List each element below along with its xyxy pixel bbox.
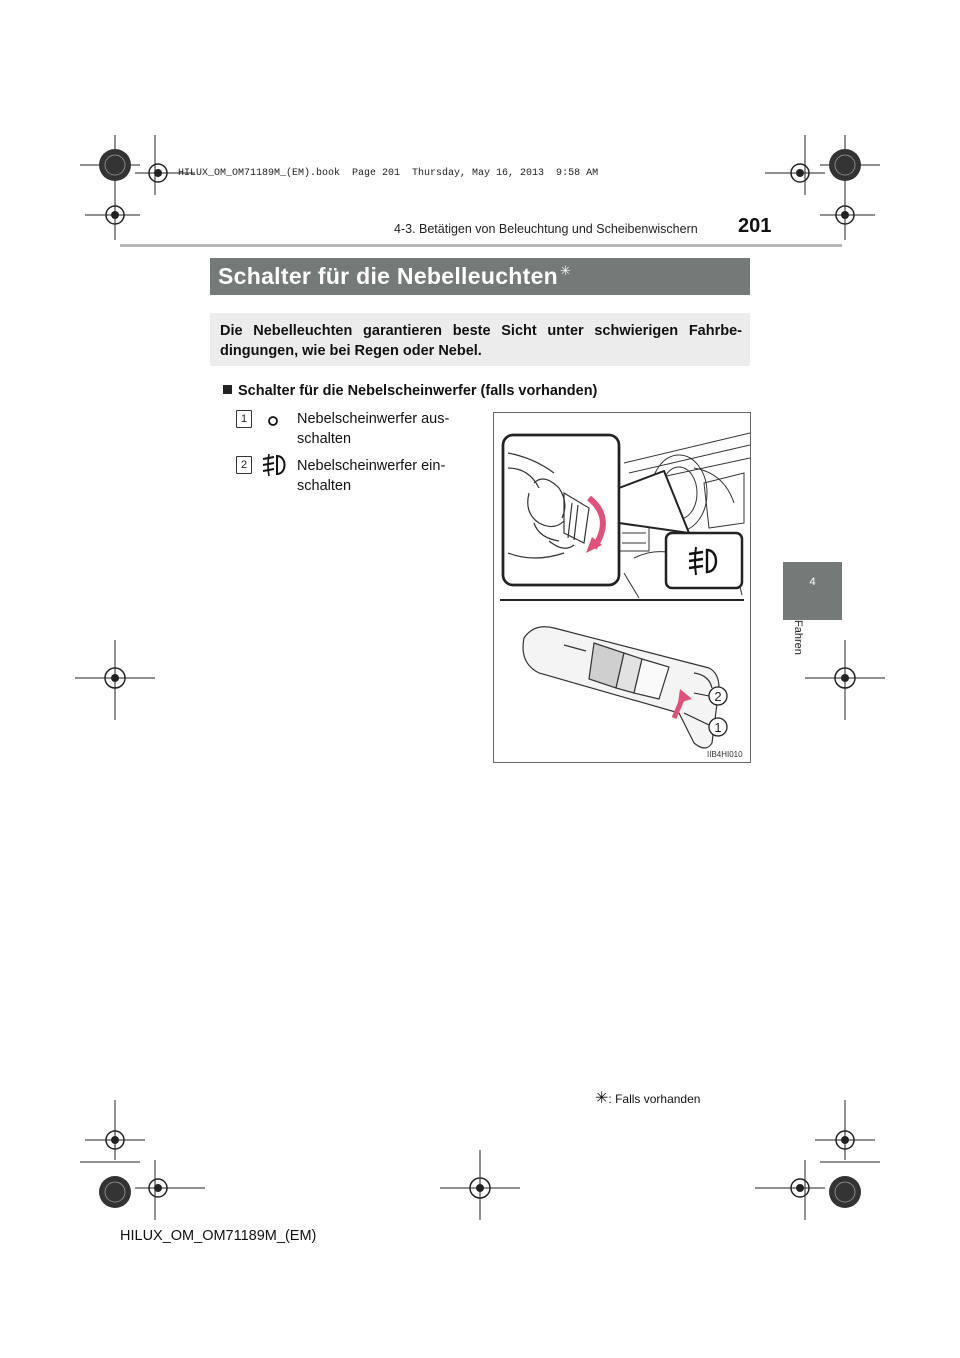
intro-box xyxy=(210,313,750,366)
chapter-tab xyxy=(783,562,842,620)
page-number: 201 xyxy=(738,215,772,237)
stalk-switch xyxy=(523,627,722,748)
section-title: 4-3. Betätigen von Beleuchtung und Scheibenwischern xyxy=(394,222,698,236)
callout-1: 1 xyxy=(714,720,722,735)
registration-mark-top-left xyxy=(80,135,200,240)
square-bullet-icon xyxy=(223,385,232,394)
item-number-badge: 1 xyxy=(236,410,252,428)
item-description xyxy=(297,456,477,496)
asterisk-icon: ✳ xyxy=(595,1090,609,1107)
callout-2: 2 xyxy=(714,689,722,704)
asterisk-icon: ✳ xyxy=(560,263,572,279)
fog-switch-illustration xyxy=(494,413,750,762)
page-title xyxy=(210,263,571,290)
zoom-connector xyxy=(619,471,689,533)
figure-illustration xyxy=(493,412,751,763)
footnote xyxy=(595,1088,700,1108)
registration-mark-bottom-left xyxy=(80,1100,210,1220)
registration-mark-bottom-right xyxy=(750,1100,880,1220)
title-bar xyxy=(210,258,750,295)
item-description-line2: schalten xyxy=(297,478,352,494)
subsection-heading xyxy=(223,383,597,399)
off-circle-icon xyxy=(267,414,279,432)
registration-mark-mid-left xyxy=(75,640,155,720)
registration-mark-top-right xyxy=(760,135,880,240)
item-description-line1: Nebelscheinwerfer aus- xyxy=(297,411,450,427)
chapter-number: 4 xyxy=(809,576,816,588)
chapter-label: Fahren xyxy=(792,620,804,655)
front-fog-light-icon xyxy=(260,452,290,483)
print-header: HILUX_OM_OM71189M_(EM).book Page 201 Thursday, May 16, 2013 9:58 AM xyxy=(178,168,599,179)
item-number-badge: 2 xyxy=(236,456,252,474)
subsection-heading-text: Schalter für die Nebelscheinwerfer (falls vorhanden) xyxy=(238,383,598,399)
item-description-line2: schalten xyxy=(297,431,352,447)
figure-code: IIB4HI010 xyxy=(707,750,743,759)
footnote-text: : Falls vorhanden xyxy=(608,1092,701,1106)
intro-text: Die Nebelleuchten garantieren beste Sicht unter schwierigen Fahrbe-dingungen, wie bei Regen oder Nebel. xyxy=(220,323,742,359)
registration-mark-mid-right xyxy=(805,640,885,720)
registration-mark-bottom-center xyxy=(440,1150,520,1220)
header-rule xyxy=(120,244,842,247)
item-description xyxy=(297,409,477,449)
footer-code: HILUX_OM_OM71189M_(EM) xyxy=(120,1228,317,1244)
page-title-text: Schalter für die Nebelleuchten xyxy=(218,263,559,289)
item-description-line1: Nebelscheinwerfer ein- xyxy=(297,458,446,474)
zoom-box-icon xyxy=(666,533,742,588)
